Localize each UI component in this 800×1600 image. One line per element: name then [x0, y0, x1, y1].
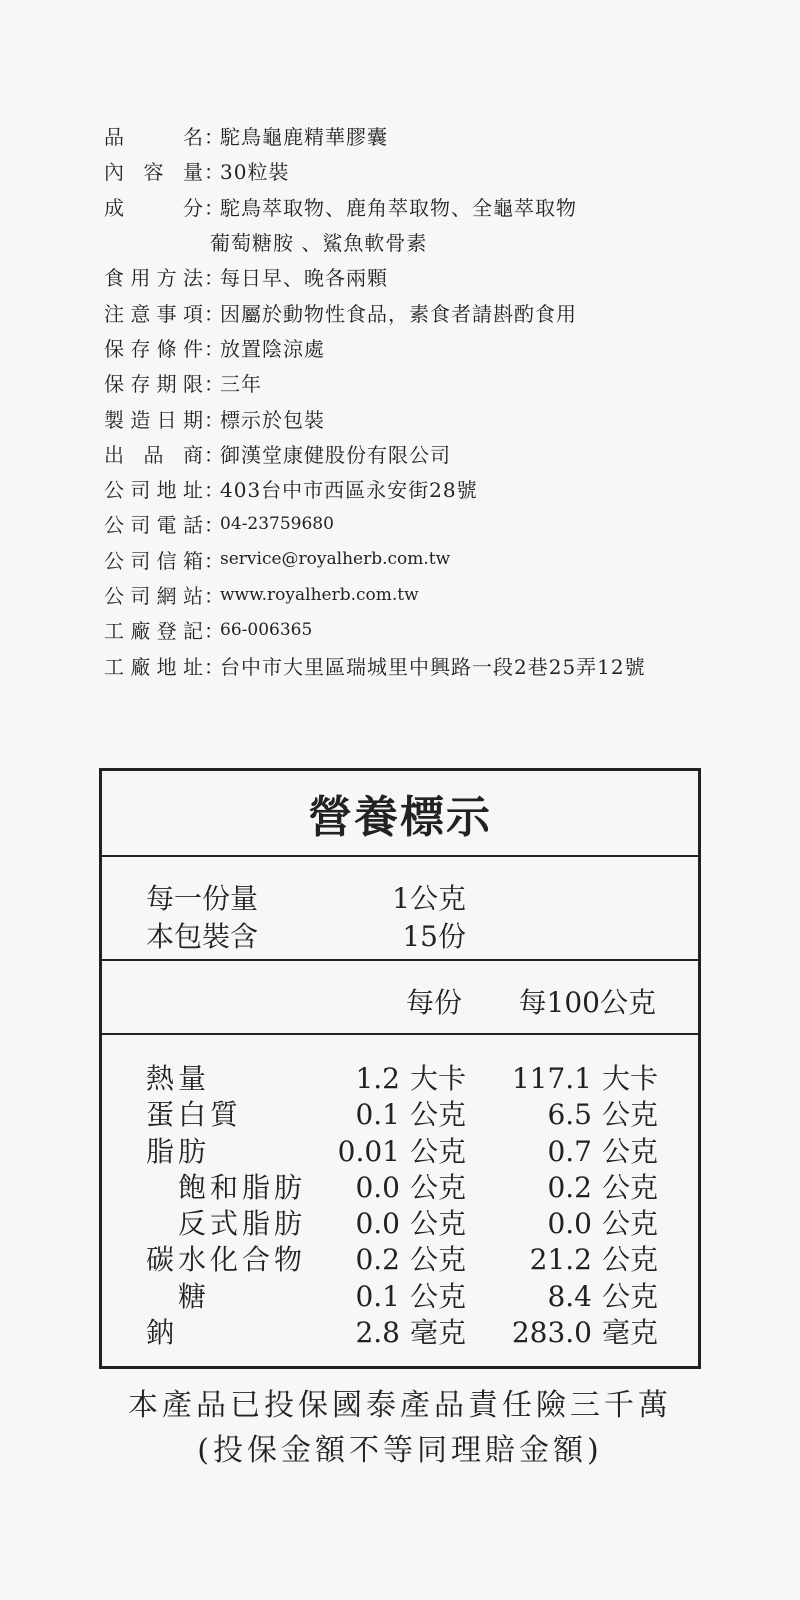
info-value: 每日早、晚各兩顆 — [220, 266, 388, 291]
info-label: 成 分 — [104, 195, 204, 220]
info-value: 放置陰涼處 — [220, 336, 325, 361]
per-100g-value: 0.0 — [547, 1207, 592, 1241]
info-row-shelf-life — [104, 365, 764, 400]
per-100g-unit: 公克 — [601, 1134, 658, 1168]
info-value: service@royalherb.com.tw — [220, 549, 451, 570]
info-label: 保存期限 — [104, 372, 204, 397]
serving-size-value: 1公克 — [392, 882, 466, 915]
nutrient-name: 熱量 — [146, 1062, 211, 1095]
nutrient-name: 蛋白質 — [146, 1098, 243, 1132]
col-per-serving: 每份 — [405, 986, 462, 1019]
nutrient-name: 碳水化合物 — [146, 1243, 307, 1277]
info-value: 葡萄糖胺 、鯊魚軟骨素 — [210, 231, 428, 256]
col-per-100g: 每100公克 — [518, 986, 656, 1019]
colon: ： — [204, 654, 225, 679]
per-100g-unit: 公克 — [601, 1279, 658, 1313]
per-serving-value: 1.2 — [355, 1062, 400, 1095]
nutrient-row-energy — [102, 1057, 698, 1093]
info-value: 30粒裝 — [220, 160, 290, 185]
colon: ： — [204, 584, 225, 608]
colon: ： — [204, 478, 225, 503]
info-label: 公司地址 — [104, 478, 204, 503]
colon: ： — [204, 125, 225, 150]
info-row-factory-reg — [104, 612, 764, 647]
nutrient-row-saturated-fat — [102, 1166, 698, 1202]
nutrient-name: 脂肪 — [146, 1134, 211, 1168]
nutrition-title: 營養標示 — [102, 771, 698, 857]
colon: ： — [204, 195, 225, 220]
nutrient-name: 糖 — [178, 1279, 211, 1313]
info-label: 保存條件 — [104, 336, 204, 361]
info-label: 工廠登記 — [104, 619, 204, 644]
info-row-content — [104, 153, 764, 188]
column-header — [102, 961, 698, 1035]
nutrient-row-sodium — [102, 1311, 698, 1350]
serving-section — [102, 857, 698, 961]
colon: ： — [204, 619, 225, 644]
per-serving-value: 0.1 — [355, 1098, 400, 1132]
per-serving-unit: 公克 — [409, 1279, 466, 1313]
info-label: 品 名 — [104, 125, 204, 150]
nutrient-name: 飽和脂肪 — [178, 1170, 307, 1204]
info-value: 駝鳥龜鹿精華膠囊 — [220, 125, 388, 150]
info-row-name — [104, 118, 764, 153]
info-row-email — [104, 542, 764, 577]
product-info — [104, 118, 764, 683]
info-label: 公司網站 — [104, 584, 204, 608]
insurance-disclaimer: (投保金額不等同理賠金額) — [197, 1433, 603, 1468]
colon: ： — [204, 407, 225, 432]
per-100g-value: 21.2 — [529, 1243, 592, 1277]
colon: ： — [204, 336, 225, 361]
per-serving-value: 0.01 — [337, 1134, 400, 1168]
info-label: 注意事項 — [104, 301, 204, 326]
per-serving-value: 0.2 — [355, 1243, 400, 1277]
colon: ： — [204, 266, 225, 291]
info-label: 製造日期 — [104, 407, 204, 432]
per-serving-unit: 公克 — [409, 1098, 466, 1132]
info-label: 內容量 — [104, 160, 204, 185]
nutrient-name: 鈉 — [146, 1316, 179, 1350]
nutrient-row-carbohydrate — [102, 1238, 698, 1277]
per-100g-value: 8.4 — [547, 1279, 592, 1313]
nutrient-row-sugar — [102, 1275, 698, 1311]
info-row-storage — [104, 330, 764, 365]
serving-size-row — [146, 877, 466, 917]
info-value: 66-006365 — [220, 619, 313, 640]
info-row-website — [104, 577, 764, 612]
per-serving-unit: 公克 — [409, 1243, 466, 1277]
info-value: 駝鳥萃取物、鹿角萃取物、全龜萃取物 — [220, 195, 577, 220]
per-100g-value: 0.2 — [547, 1170, 592, 1204]
insurance-note: 本產品已投保國泰產品責任險三千萬 — [128, 1388, 672, 1423]
colon: ： — [204, 372, 225, 397]
per-100g-value: 6.5 — [547, 1098, 592, 1132]
info-value: 403台中市西區永安街28號 — [220, 478, 478, 503]
info-label: 工廠地址 — [104, 654, 204, 679]
nutrient-rows — [102, 1035, 698, 1350]
info-row-phone — [104, 506, 764, 541]
info-row-address — [104, 471, 764, 506]
nutrient-row-trans-fat — [102, 1202, 698, 1241]
nutrient-row-fat — [102, 1130, 698, 1166]
per-100g-unit: 毫克 — [601, 1316, 658, 1350]
per-100g-unit: 公克 — [601, 1098, 658, 1132]
per-100g-unit: 公克 — [601, 1207, 658, 1241]
per-serving-unit: 公克 — [409, 1134, 466, 1168]
per-100g-unit: 公克 — [601, 1243, 658, 1277]
info-label: 公司信箱 — [104, 548, 204, 573]
info-value: 三年 — [220, 372, 262, 397]
per-serving-unit: 公克 — [409, 1207, 466, 1241]
info-value: 因屬於動物性食品，素食者請斟酌食用 — [220, 301, 577, 326]
per-serving-value: 2.8 — [355, 1316, 400, 1350]
per-100g-value: 117.1 — [511, 1062, 592, 1095]
info-row-notice — [104, 294, 764, 329]
info-row-ingredients-cont — [104, 224, 764, 259]
per-100g-unit: 大卡 — [601, 1062, 658, 1095]
info-label: 出品商 — [104, 442, 204, 467]
info-row-factory-address — [104, 647, 764, 682]
info-label: 公司電話 — [104, 513, 204, 538]
per-100g-unit: 公克 — [601, 1170, 658, 1204]
info-value: 御漢堂康健股份有限公司 — [220, 442, 451, 467]
info-value: 台中市大里區瑞城里中興路一段2巷25弄12號 — [220, 654, 646, 679]
colon: ： — [204, 548, 225, 573]
per-serving-unit: 公克 — [409, 1170, 466, 1204]
info-value: 標示於包裝 — [220, 407, 325, 432]
per-serving-unit: 毫克 — [409, 1316, 466, 1350]
colon: ： — [204, 160, 225, 185]
servings-row — [146, 915, 466, 955]
info-row-vendor — [104, 436, 764, 471]
per-serving-value: 0.0 — [355, 1170, 400, 1204]
info-value: www.royalherb.com.tw — [220, 584, 419, 605]
colon: ： — [204, 301, 225, 326]
per-serving-value: 0.1 — [355, 1279, 400, 1313]
info-row-mfg-date — [104, 400, 764, 435]
nutrition-label — [99, 768, 701, 1369]
info-label: 食用方法 — [104, 266, 204, 291]
servings-value: 15份 — [402, 920, 466, 953]
serving-size-label: 每一份量 — [146, 882, 259, 915]
nutrient-name: 反式脂肪 — [178, 1207, 307, 1241]
colon: ： — [204, 513, 225, 538]
servings-label: 本包裝含 — [146, 920, 259, 953]
info-value: 04-23759680 — [220, 513, 334, 534]
colon: ： — [204, 442, 225, 467]
info-row-usage — [104, 259, 764, 294]
per-100g-value: 0.7 — [547, 1134, 592, 1168]
per-100g-value: 283.0 — [511, 1316, 592, 1350]
per-serving-value: 0.0 — [355, 1207, 400, 1241]
per-serving-unit: 大卡 — [409, 1062, 466, 1095]
nutrient-row-protein — [102, 1093, 698, 1132]
info-row-ingredients — [104, 189, 764, 224]
